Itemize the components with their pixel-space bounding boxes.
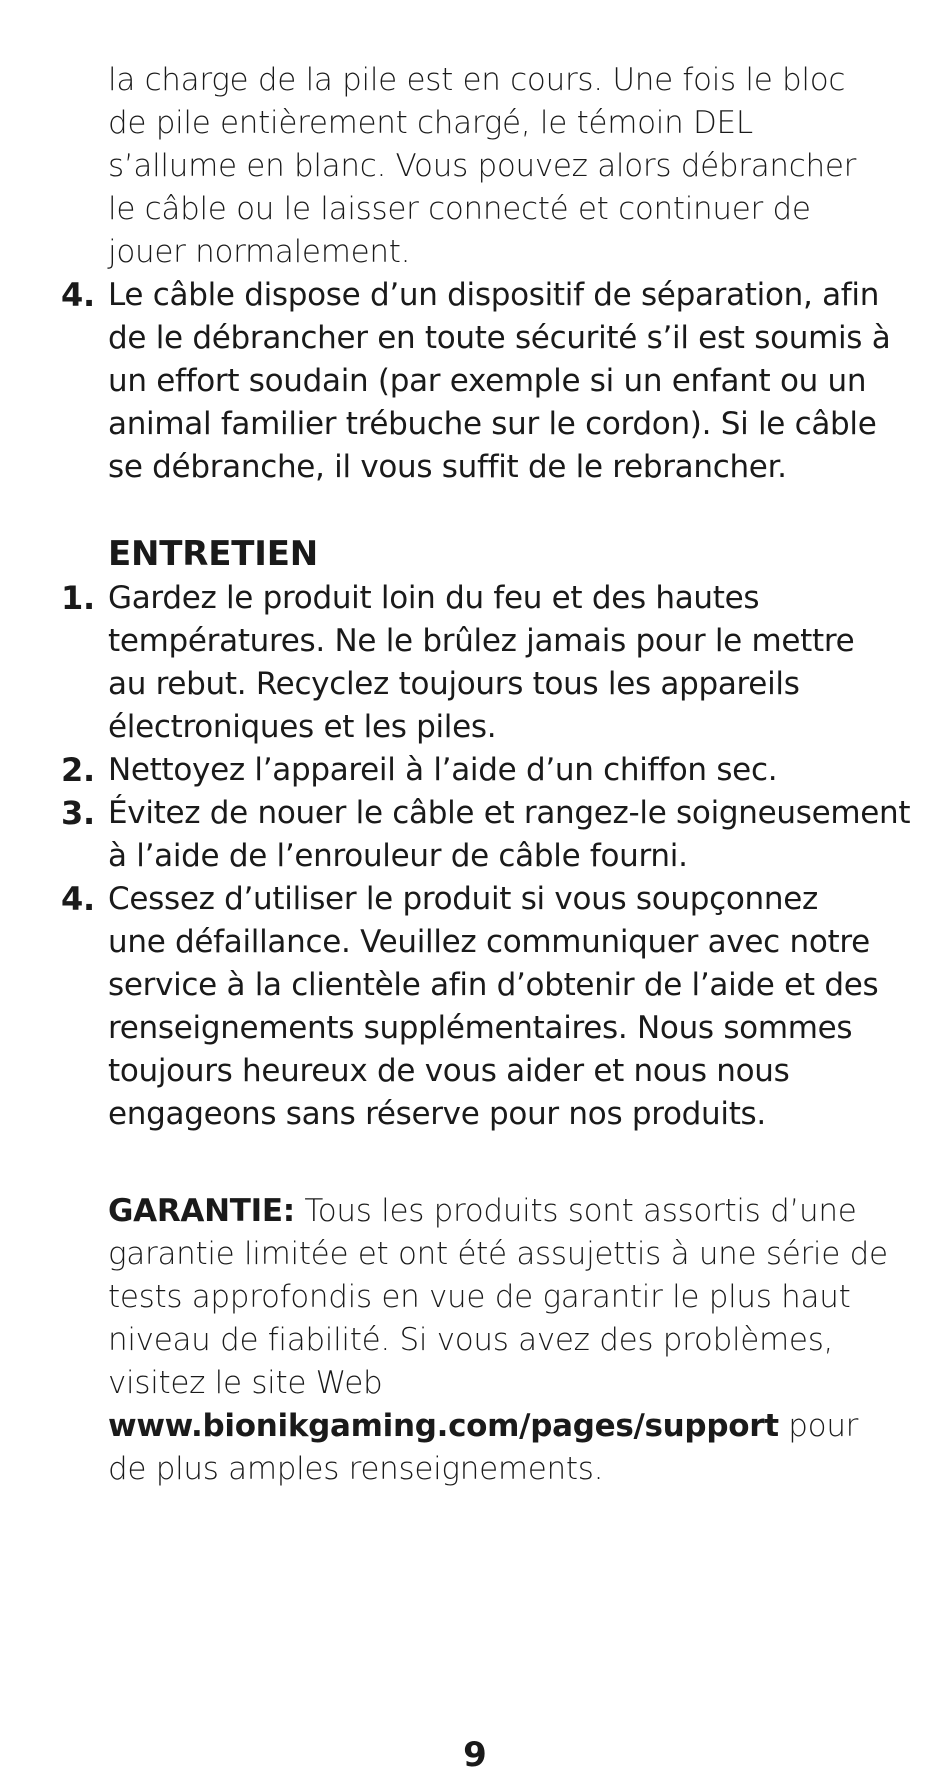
entretien-list-item-2 — [61, 749, 938, 792]
text-line: visitez le site Web — [108, 1365, 383, 1401]
text-line: engageons sans réserve pour nos produits. — [108, 1096, 766, 1132]
entretien-list-item-4 — [61, 878, 938, 1136]
entretien-heading: ENTRETIEN — [108, 534, 319, 574]
text-line: Cessez d’utiliser le produit si vous soupçonnez — [108, 881, 818, 917]
text-line: toujours heureux de vous aider et nous nous — [108, 1053, 790, 1089]
text-line — [108, 1190, 928, 1233]
text-line: températures. Ne le brûlez jamais pour le mettre — [108, 623, 855, 659]
text-line: de plus amples renseignements. — [108, 1451, 604, 1487]
text-line: Évitez de nouer le câble et rangez-le soigneusement — [108, 795, 911, 831]
text-line: la charge de la pile est en cours. Une fois le bloc — [108, 62, 846, 98]
list-number: 4. — [61, 880, 95, 918]
charging-list-item-4 — [61, 274, 938, 489]
text-line: électroniques et les piles. — [108, 709, 497, 745]
text-line: renseignements supplémentaires. Nous sommes — [108, 1010, 853, 1046]
text-line: tests approfondis en vue de garantir le plus haut — [108, 1279, 851, 1315]
text-line: animal familier trébuche sur le cordon). Si le câble — [108, 406, 877, 442]
text-line: Le câble dispose d’un dispositif de séparation, afin — [108, 277, 880, 313]
text-line: Nettoyez l’appareil à l’aide d’un chiffon sec. — [108, 752, 778, 788]
garantie-paragraph — [108, 1190, 928, 1491]
garantie-text: Tous les produits sont assortis d’une — [294, 1193, 857, 1229]
garantie-label: GARANTIE: — [108, 1193, 295, 1229]
text-line: se débranche, il vous suffit de le rebrancher. — [108, 449, 787, 485]
text-line: s’allume en blanc. Vous pouvez alors débrancher — [108, 148, 857, 184]
text-line: service à la clientèle afin d’obtenir de l’aide et des — [108, 967, 879, 1003]
text-line: Gardez le produit loin du feu et des hautes — [108, 580, 760, 616]
text-line: à l’aide de l’enrouleur de câble fourni. — [108, 838, 688, 874]
list-number: 1. — [61, 579, 95, 617]
text-line: jouer normalement. — [108, 234, 411, 270]
entretien-list-item-3 — [61, 792, 938, 878]
text-line: niveau de fiabilité. Si vous avez des problèmes, — [108, 1322, 834, 1358]
text-line — [108, 1405, 928, 1448]
text-line: de le débrancher en toute sécurité s’il est soumis à — [108, 320, 891, 356]
entretien-list-item-1 — [61, 577, 938, 749]
text-line: une défaillance. Veuillez communiquer avec notre — [108, 924, 870, 960]
text-line: de pile entièrement chargé, le témoin DEL — [108, 105, 753, 141]
page-number: 9 — [463, 1735, 487, 1775]
list-number: 2. — [61, 751, 95, 789]
text-line: un effort soudain (par exemple si un enfant ou un — [108, 363, 867, 399]
text-line: garantie limitée et ont été assujettis à une série de — [108, 1236, 888, 1272]
support-url: www.bionikgaming.com/pages/support — [108, 1408, 779, 1444]
text-line: au rebut. Recyclez toujours tous les appareils — [108, 666, 800, 702]
garantie-text: pour — [778, 1408, 859, 1444]
list-number: 4. — [61, 276, 95, 314]
text-line: le câble ou le laisser connecté et continuer de — [108, 191, 811, 227]
list-number: 3. — [61, 794, 95, 832]
charging-continuation-paragraph — [108, 59, 928, 274]
